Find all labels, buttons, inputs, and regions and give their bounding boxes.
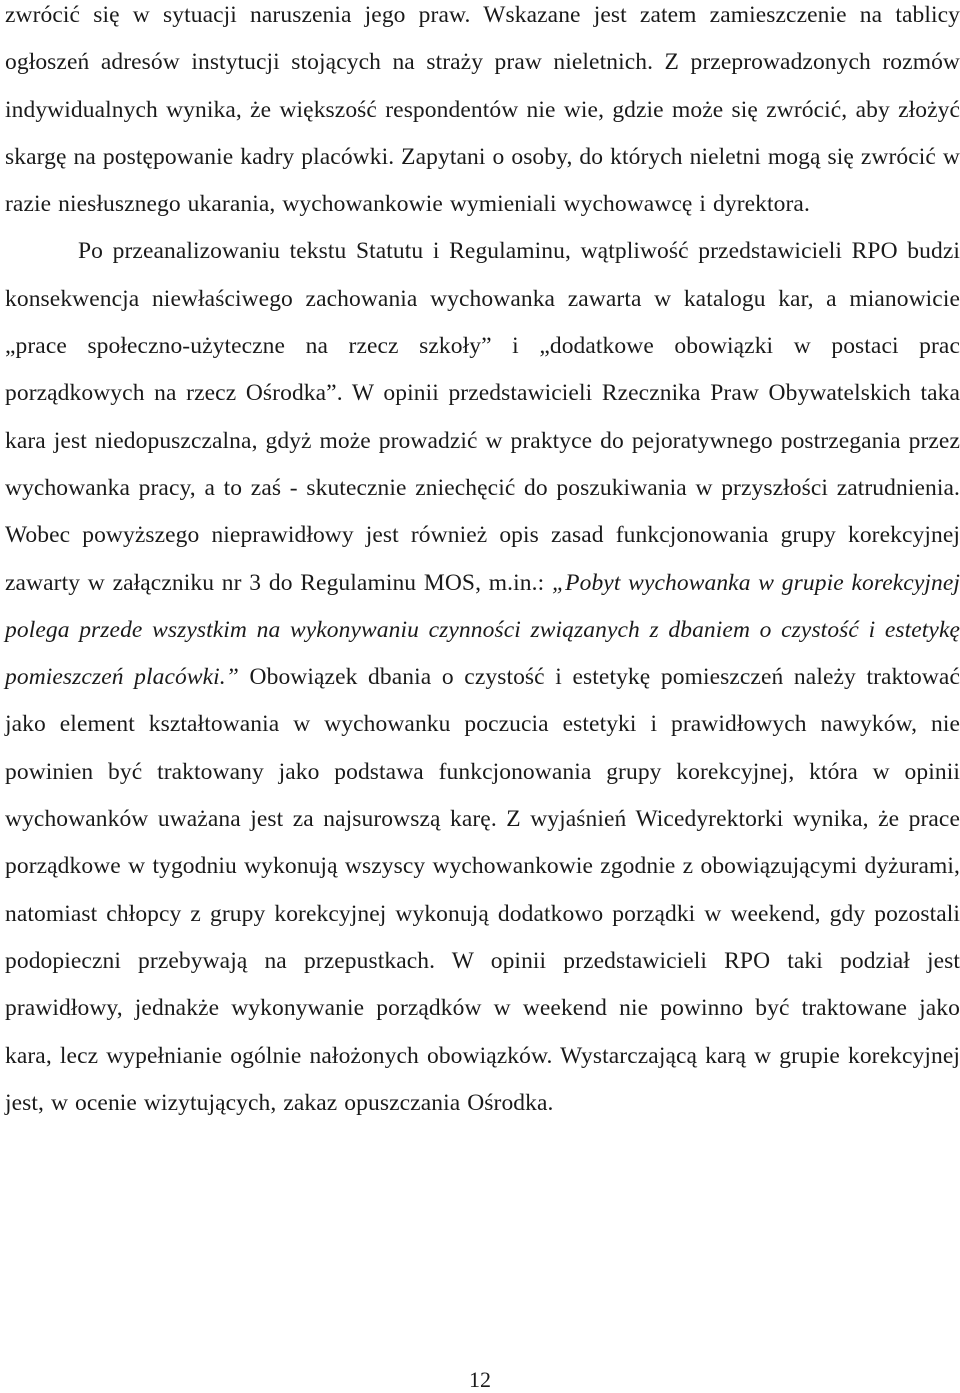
document-body	[5, 0, 960, 1127]
page-number: 12	[469, 1367, 491, 1392]
regulation-quote: „Pobyt wychowanka w grupie korekcyjnej polega przede wszystkim na wykonywaniu czynności związanych z dbaniem o czystość i estetykę pomieszczeń placówki.”	[5, 569, 960, 691]
paragraph-2-text-2: Obowiązek dbania o czystość i estetykę pomieszczeń należy traktować jako element kształtowania w wychowanku poczucia estetyki i prawidłowych nawyków, nie powinien być traktowany jako podstawa funkcjonowania grupy korekcyjnej, która w opinii wychowanków uważana jest za najsurowszą karę. Z wyjaśnień Wicedyrektorki wynika, że prace porządkowe w tygodniu wykonują wszyscy wychowankowie zgodnie z obowiązującymi dyżurami, natomiast chłopcy z grupy korekcyjnej wykonują dodatkowo porządki w weekend, gdy pozostali podopieczni przebywają na przepustkach. W opinii przedstawicieli RPO taki podział jest prawidłowy, jednakże wykonywanie porządków w weekend nie powinno być traktowane jako kara, lecz wypełnianie ogólnie nałożonych obowiązków. Wystarczającą karą w grupie korekcyjnej jest, w ocenie wizytujących, zakaz opuszczania Ośrodka.	[5, 664, 960, 1116]
paragraph-2-text-1: Po przeanalizowaniu tekstu Statutu i Regulaminu, wątpliwość przedstawicieli RPO budzi konsekwencja niewłaściwego zachowania wychowanka zawarta w katalogu kar, a mianowicie „prace społeczno-użyteczne na rzecz szkoły” i „dodatkowe obowiązki w postaci prac porządkowych na rzecz Ośrodka”. W opinii przedstawicieli Rzecznika Praw Obywatelskich taka kara jest niedopuszczalna, gdyż może prowadzić w praktyce do pejoratywnego postrzegania przez wychowanka pracy, a to zaś - skutecznie zniechęcić do poszukiwania w przyszłości zatrudnienia. Wobec powyższego nieprawidłowy jest również opis zasad funkcjonowania grupy korekcyjnej zawarty w załączniku nr 3 do Regulaminu MOS, m.in.:	[5, 238, 960, 596]
paragraph-2	[5, 228, 960, 1127]
paragraph-1: zwrócić się w sytuacji naruszenia jego praw. Wskazane jest zatem zamieszczenie na tablicy ogłoszeń adresów instytucji stojących na straży praw nieletnich. Z przeprowadzonych rozmów indywidualnych wynika, że większość respondentów nie wie, gdzie może się zwrócić, aby złożyć skargę na postępowanie kadry placówki. Zapytani o osoby, do których nieletni mogą się zwrócić w razie niesłusznego ukarania, wychowankowie wymieniali wychowawcę i dyrektora.	[5, 2, 960, 218]
